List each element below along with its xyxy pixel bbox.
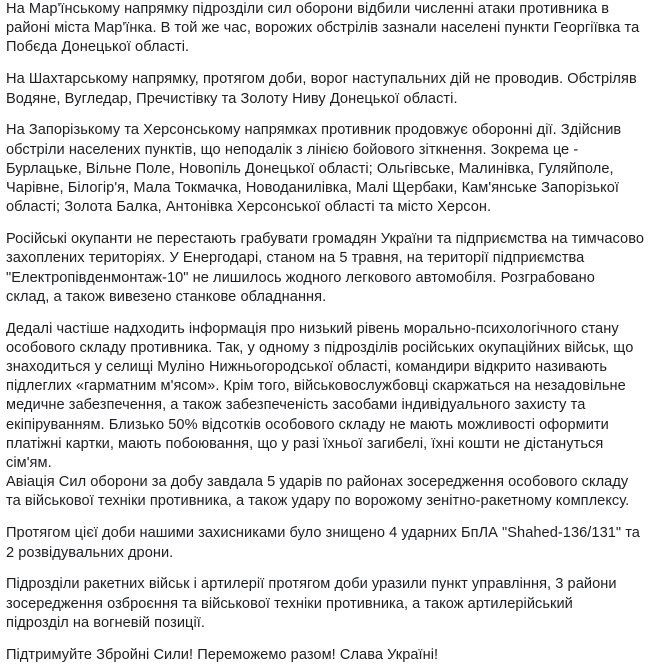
paragraph-zaporizhzhia-kherson: На Запорізькому та Херсонському напрямках противник продовжує оборонні дії. Здійснив обстріли населених пунктів, що неподалік з лінією бойового зіткнення. Зокрема це - Бурлацьке, Вільне Поле, Новопіль Донецької області; Ольгівське, Малинівка, Гуляйполе, Чарівне, Білогір'я, Мала Токмачка, Новоданилівка, Малі Щербаки, Кам'янське Запорізької області; Золота Балка, Антонівка Херсонської області та місто Херсон.: [6, 122, 622, 216]
paragraph-shakhtarsk: На Шахтарському напрямку, протягом доби, ворог наступальних дій не проводив. Обстріляв Водяне, Вугледар, Пречистівку та Золоту Ниву Донецької області.: [6, 71, 637, 107]
paragraph-aviation: Авіація Сил оборони за добу завдала 5 ударів по районах зосередження особового складу та військової техніки противника, а також удару по ворожому зенітно-ракетному комплексу.: [6, 474, 630, 510]
paragraph-marinka: На Мар'їнському напрямку підрозділи сил оборони відбили численні атаки противника в районі міста Мар'їнка. В той же час, ворожих обстрілів зазнали населені пункти Георгіївка та Побєда Донецької області.: [6, 1, 640, 56]
paragraph-drones: Протягом цієї доби нашими захисниками було знищено 4 ударних БпЛА "Shahed-136/131" та 2 розвідувальних дрони.: [6, 525, 640, 561]
paragraph-closing: Підтримуйте Збройні Сили! Переможемо разом! Слава Україні!: [6, 646, 439, 663]
paragraph-occupiers-looting: Російські окупанти не перестають грабувати громадян України та підприємства на тимчасово захоплених територіях. У Енергодарі, станом на 5 травня, на території підприємства "Електропівденмонтаж-10" не лишилось жодного легкового автомобіля. Розграбовано склад, а також вивезено станкове обладнання.: [6, 231, 644, 305]
paragraph-artillery: Підрозділи ракетних військ і артилерії протягом доби уразили пункт управління, 3 райони зосередження озброєння та військової техніки противника, а також артилерійський підрозділ на вогневій позиції.: [6, 576, 617, 631]
paragraph-morale: Дедалі частіше надходить інформація про низький рівень морально-психологічного стану особового складу противника. Так, у одному з підрозділів російських окупаційних військ, що знаходиться у селищі Муліно Нижньогородської області, командири відкрито називають підлеглих «гарматним м'ясом». Крім того, військовослужбовці скаржаться на незадовільне медичне забезпечення, а також забезпеченість засобами індивідуального захисту та екіпіруванням. Близько 50% відсотків особового складу не мають можливості оформити платіжні картки, мають побоювання, що у разі їхньої загибелі, їхні кошти не дістануться сім'ям.: [6, 320, 634, 472]
